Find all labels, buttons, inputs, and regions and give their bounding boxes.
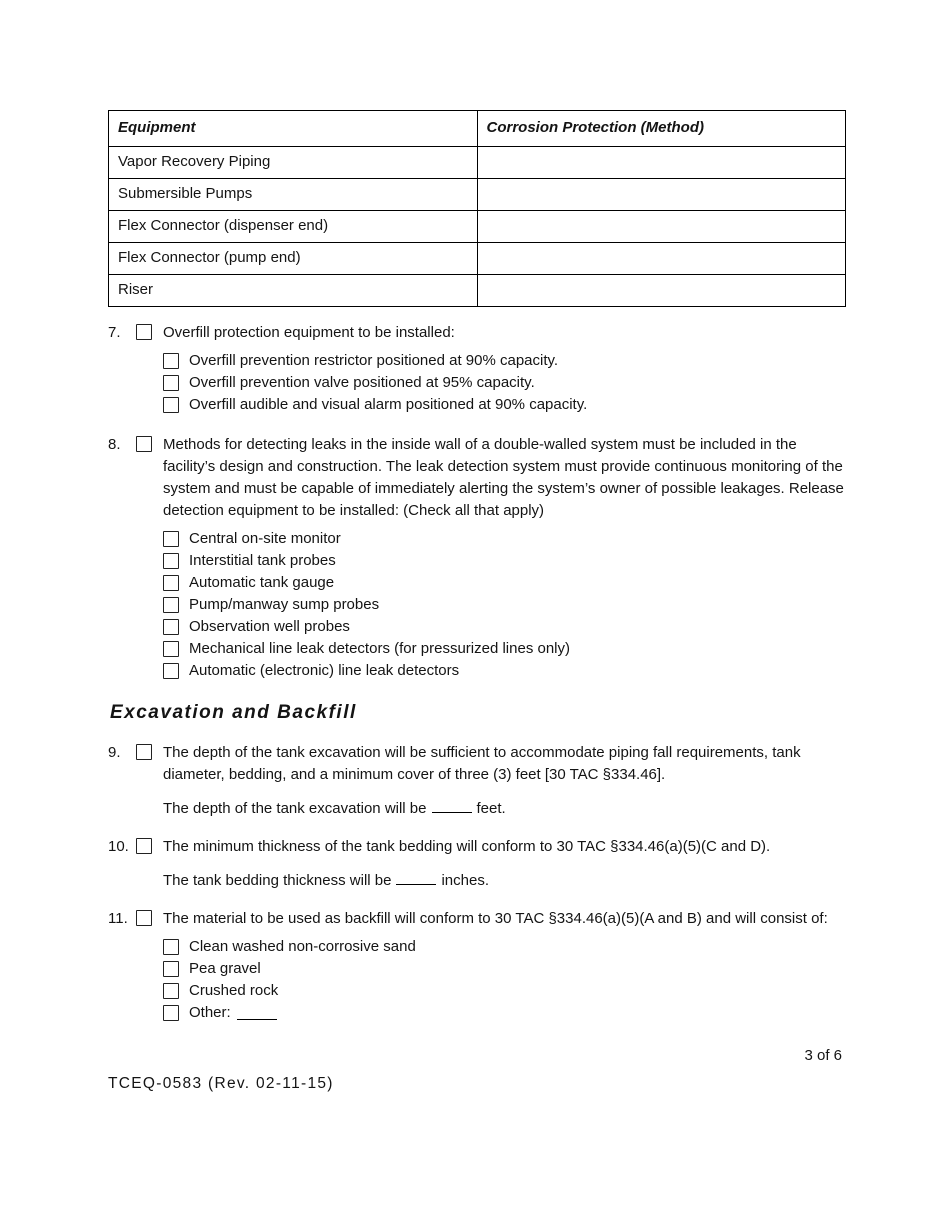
item10-checkbox[interactable] xyxy=(136,838,152,854)
item-text: The material to be used as backfill will conform to 30 TAC §334.46(a)(5)(A and B) and will consist of: xyxy=(163,910,828,927)
item-11 xyxy=(108,908,846,1026)
item-text: Overfill protection equipment to be installed: xyxy=(163,324,455,341)
checkbox-automatic-tank-gauge[interactable] xyxy=(163,575,179,591)
fill-in-line xyxy=(163,870,846,892)
form-id: TCEQ-0583 (Rev. 02-11-15) xyxy=(108,1075,334,1092)
equipment-table xyxy=(108,110,846,307)
table-row xyxy=(109,179,846,211)
table-row xyxy=(109,211,846,243)
option-label: Overfill prevention restrictor positioned at 90% capacity. xyxy=(189,352,559,369)
item-number: 10. xyxy=(108,838,129,855)
table-row xyxy=(109,275,846,307)
checkbox-overfill-alarm[interactable] xyxy=(163,397,179,413)
corrosion-method-column-header: Corrosion Protection (Method) xyxy=(477,111,846,147)
item-10 xyxy=(108,836,846,892)
checkbox-other[interactable] xyxy=(163,1005,179,1021)
item-number: 7. xyxy=(108,324,121,341)
item11-checkbox[interactable] xyxy=(136,910,152,926)
equipment-cell: Flex Connector (dispenser end) xyxy=(109,211,478,243)
fill-in-line xyxy=(163,798,846,820)
checkbox-crushed-rock[interactable] xyxy=(163,983,179,999)
method-cell[interactable] xyxy=(477,147,846,179)
option-label: Pea gravel xyxy=(189,960,261,977)
item-8 xyxy=(108,434,846,684)
checkbox-option xyxy=(163,662,846,680)
checkbox-option xyxy=(163,960,846,978)
item-text: Methods for detecting leaks in the inside wall of a double-walled system must be included in the facility’s design and construction. The leak detection system must provide continuous monitoring of the system and must be capable of immediately alerting the system’s owner of possible leakages. Release detection equipment to be installed: (Check all that apply) xyxy=(163,436,844,519)
equipment-cell: Vapor Recovery Piping xyxy=(109,147,478,179)
item8-checkbox[interactable] xyxy=(136,436,152,452)
checkbox-option xyxy=(163,374,846,392)
item8-options xyxy=(163,530,846,680)
checkbox-mechanical-line-leak-detectors[interactable] xyxy=(163,641,179,657)
fill-text-after: feet. xyxy=(476,800,506,817)
equipment-cell: Riser xyxy=(109,275,478,307)
checkbox-option xyxy=(163,640,846,658)
other-material-blank[interactable] xyxy=(237,1007,277,1020)
item-number: 9. xyxy=(108,744,121,761)
page-number: 3 of 6 xyxy=(804,1047,842,1064)
option-label: Overfill audible and visual alarm positioned at 90% capacity. xyxy=(189,396,588,413)
checkbox-observation-well-probes[interactable] xyxy=(163,619,179,635)
option-label: Interstitial tank probes xyxy=(189,552,336,569)
item7-checkbox[interactable] xyxy=(136,324,152,340)
option-label: Overfill prevention valve positioned at 95% capacity. xyxy=(189,374,535,391)
section-heading-excavation-and-backfill: Excavation and Backfill xyxy=(110,702,357,723)
item-number: 8. xyxy=(108,436,121,453)
option-label: Crushed rock xyxy=(189,982,279,999)
equipment-column-header: Equipment xyxy=(109,111,478,147)
checkbox-option xyxy=(163,1004,846,1022)
method-cell[interactable] xyxy=(477,211,846,243)
table-row xyxy=(109,243,846,275)
checkbox-option xyxy=(163,552,846,570)
option-label: Automatic (electronic) line leak detectors xyxy=(189,662,460,679)
checkbox-option xyxy=(163,574,846,592)
checkbox-overfill-valve[interactable] xyxy=(163,375,179,391)
table-row xyxy=(109,147,846,179)
fill-text-before: The depth of the tank excavation will be xyxy=(163,800,427,817)
item-9 xyxy=(108,742,846,820)
method-cell[interactable] xyxy=(477,179,846,211)
item7-options xyxy=(163,352,846,414)
excavation-depth-blank[interactable] xyxy=(432,800,472,813)
checkbox-clean-washed-sand[interactable] xyxy=(163,939,179,955)
method-cell[interactable] xyxy=(477,275,846,307)
equipment-cell: Submersible Pumps xyxy=(109,179,478,211)
checkbox-option xyxy=(163,352,846,370)
option-label: Other: xyxy=(189,1004,231,1021)
item-text: The depth of the tank excavation will be sufficient to accommodate piping fall requirements, tank diameter, bedding, and a minimum cover of three (3) feet [30 TAC §334.46]. xyxy=(163,744,801,783)
bedding-thickness-blank[interactable] xyxy=(396,872,436,885)
option-label: Observation well probes xyxy=(189,618,350,635)
fill-text-before: The tank bedding thickness will be xyxy=(163,872,392,889)
checkbox-option xyxy=(163,618,846,636)
checkbox-overfill-restrictor[interactable] xyxy=(163,353,179,369)
method-cell[interactable] xyxy=(477,243,846,275)
item-number: 11. xyxy=(108,910,128,927)
item-text: The minimum thickness of the tank bedding will conform to 30 TAC §334.46(a)(5)(C and D). xyxy=(163,838,771,855)
checkbox-option xyxy=(163,982,846,1000)
equipment-cell: Flex Connector (pump end) xyxy=(109,243,478,275)
option-label: Clean washed non-corrosive sand xyxy=(189,938,416,955)
fill-text-after: inches. xyxy=(441,872,489,889)
item11-options xyxy=(163,938,846,1022)
option-label: Automatic tank gauge xyxy=(189,574,335,591)
checkbox-option xyxy=(163,596,846,614)
checkbox-option xyxy=(163,938,846,956)
checkbox-pump-manway-probes[interactable] xyxy=(163,597,179,613)
option-label: Central on-site monitor xyxy=(189,530,341,547)
checkbox-pea-gravel[interactable] xyxy=(163,961,179,977)
option-label: Pump/manway sump probes xyxy=(189,596,380,613)
checkbox-interstitial-probes[interactable] xyxy=(163,553,179,569)
item9-checkbox[interactable] xyxy=(136,744,152,760)
checkbox-central-monitor[interactable] xyxy=(163,531,179,547)
checkbox-automatic-line-leak-detectors[interactable] xyxy=(163,663,179,679)
table-header-row xyxy=(109,111,846,147)
option-label: Mechanical line leak detectors (for pressurized lines only) xyxy=(189,640,571,657)
checkbox-option xyxy=(163,396,846,414)
checkbox-option xyxy=(163,530,846,548)
item-7 xyxy=(108,322,846,418)
